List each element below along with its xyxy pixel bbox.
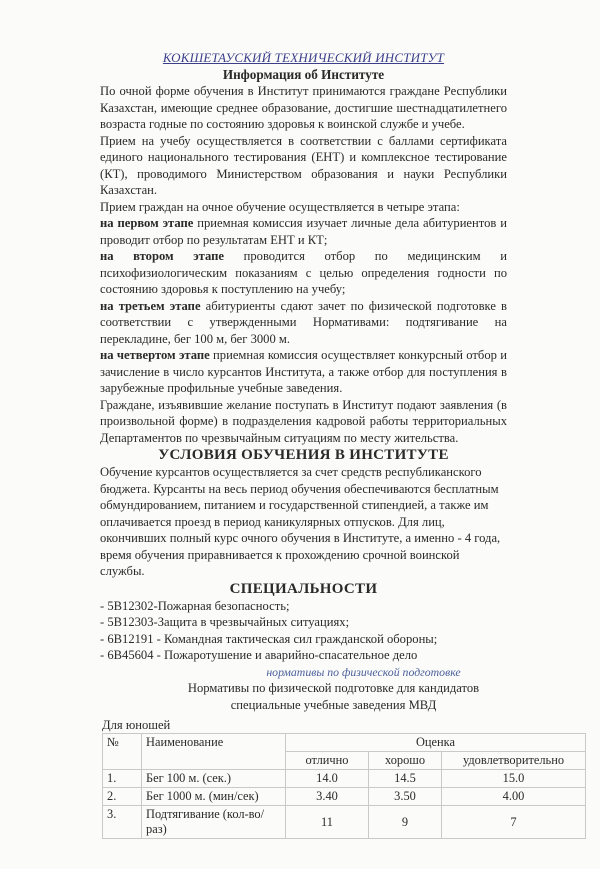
stage-label: на втором этапе: [100, 249, 224, 263]
specialties-list: [100, 598, 507, 664]
paragraph-admission: По очной форме обучения в Институт принимаются граждане Республики Казахстан, имеющие среднее образование, достигшие шестнадцатилетнего возраста годные по состоянию здоровья к воинской службе и учебе.: [100, 84, 507, 131]
table-row: [103, 806, 586, 839]
table-row: [103, 788, 586, 806]
row-num: 2.: [103, 788, 142, 806]
row-name: Бег 1000 м. (мин/сек): [142, 788, 286, 806]
conditions-heading: УСЛОВИЯ ОБУЧЕНИЯ В ИНСТИТУТЕ: [158, 447, 449, 463]
specialties-heading: СПЕЦИАЛЬНОСТИ: [229, 580, 378, 597]
specialty-item: - 5В12303-Защита в чрезвычайных ситуациях;: [100, 615, 350, 629]
row-num: 3.: [103, 806, 142, 839]
stage-text: проводится отбор по медицинским и психофизиологическим показаниям с целью определения годности по состоянию здоровья к поступлению на учебу;: [100, 249, 507, 296]
header-satisfactory: удовлетворительно: [442, 752, 586, 770]
stage-text: абитуриенты сдают зачет по физической подготовке в соответствии с утвержденными Нормативами: подтягивание на перекладине, бег 100 м, бег 3000 м.: [100, 298, 508, 346]
stage-label: на четвертом этапе: [100, 348, 210, 362]
cell-excellent: 3.40: [286, 788, 369, 806]
header-good: хорошо: [369, 752, 442, 770]
specialty-item: - 6В12191 - Командная тактическая сил гражданской обороны;: [100, 631, 438, 646]
norms-table: [102, 733, 586, 839]
institute-title: КОКШЕТАУСКИЙ ТЕХНИЧЕСКИЙ ИНСТИТУТ: [162, 50, 445, 65]
stage-text: приемная комиссия осуществляет конкурсный отбор и зачисление в число курсантов Института, а также отбор для поступления в зарубежные профильные учебные заведения.: [100, 348, 507, 395]
stage-1: [100, 215, 507, 248]
cell-satisfactory: 4.00: [442, 788, 586, 806]
specialty-item: - 5В12302-Пожарная безопасность;: [100, 598, 290, 613]
stage-label: на третьем этапе: [100, 298, 201, 313]
for-boys-label: Для юношей: [102, 718, 171, 732]
stage-4: [100, 347, 507, 397]
cell-excellent: 11: [286, 806, 369, 839]
header-excellent: отлично: [286, 752, 369, 770]
row-num: 1.: [103, 770, 142, 788]
header-num: №: [103, 734, 142, 770]
specialty-item: - 6В45604 - Пожаротушение и аварийно-спасательное дело: [100, 648, 418, 662]
cell-satisfactory: 15.0: [442, 770, 586, 788]
row-name: Бег 100 м. (сек.): [142, 770, 286, 788]
norms-link[interactable]: нормативы по физической подготовке: [266, 664, 461, 679]
paragraph-application: Граждане, изъявившие желание поступать в Институт подают заявления (в произвольной форме) в подразделения кадровой работы территориальных Департаментов по чрезвычайным ситуациям по месту жительства.: [100, 397, 507, 445]
cell-excellent: 14.0: [286, 770, 369, 788]
header-grade: Оценка: [286, 734, 586, 752]
cell-good: 14.5: [369, 770, 442, 788]
header-name: Наименование: [142, 734, 286, 770]
row-name: Подтягивание (кол-во/раз): [142, 806, 286, 839]
cell-satisfactory: 7: [442, 806, 586, 839]
document-page: [100, 50, 507, 713]
paragraph-conditions: Обучение курсантов осуществляется за счет средств республиканского бюджета. Курсанты на весь период обучения обеспечиваются бесплатным обмундированием, питанием и государственной стипендией, а также им оплачивается проезд в период каникулярных отпусков. Для лиц, окончивших полный курс очного обучения в Институте, а именно - 4 года, время обучения приравнивается к прохождению срочной воинской службы.: [100, 465, 501, 578]
stage-2: [100, 248, 507, 298]
stage-3: [100, 298, 507, 348]
norms-title-2: специальные учебные заведения МВД: [230, 697, 437, 712]
cell-good: 3.50: [369, 788, 442, 806]
cell-good: 9: [369, 806, 442, 839]
paragraph-ent: Прием на учебу осуществляется в соответствии с баллами сертификата единого национального тестирования (ЕНТ) и комплексное тестирование (КТ), проводимого Министерством образования и науки Республики Казахстан.: [100, 133, 507, 197]
info-heading: Информация об Институте: [222, 66, 385, 82]
stage-text: приемная комиссия изучает личные дела абитуриентов и проводит отбор по результатам ЕНТ и КТ;: [100, 216, 507, 247]
table-row: [103, 770, 586, 788]
paragraph-stages-intro: Прием граждан на очное обучение осуществляется в четыре этапа:: [100, 199, 460, 214]
norms-title-1: Нормативы по физической подготовке для кандидатов: [187, 681, 480, 695]
stage-label: на первом этапе: [100, 216, 194, 230]
